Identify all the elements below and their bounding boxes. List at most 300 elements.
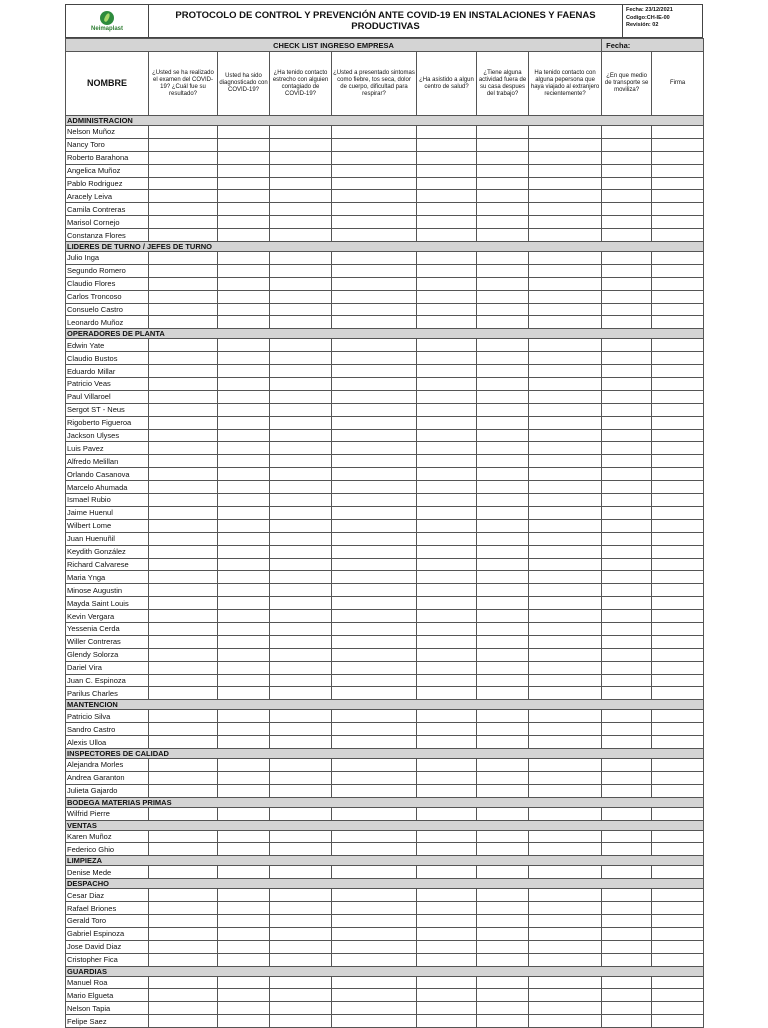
answer-cell[interactable] (270, 976, 332, 989)
answer-cell[interactable] (477, 597, 529, 610)
answer-cell[interactable] (602, 138, 652, 151)
answer-cell[interactable] (602, 481, 652, 494)
answer-cell[interactable] (332, 953, 417, 966)
answer-cell[interactable] (417, 506, 477, 519)
answer-cell[interactable] (477, 622, 529, 635)
answer-cell[interactable] (332, 902, 417, 915)
answer-cell[interactable] (417, 914, 477, 927)
signature-cell[interactable] (652, 953, 704, 966)
answer-cell[interactable] (417, 339, 477, 352)
answer-cell[interactable] (529, 784, 602, 797)
signature-cell[interactable] (652, 378, 704, 391)
answer-cell[interactable] (529, 758, 602, 771)
answer-cell[interactable] (332, 468, 417, 481)
answer-cell[interactable] (332, 807, 417, 820)
answer-cell[interactable] (332, 545, 417, 558)
answer-cell[interactable] (529, 584, 602, 597)
answer-cell[interactable] (270, 190, 332, 203)
answer-cell[interactable] (332, 126, 417, 139)
signature-cell[interactable] (652, 506, 704, 519)
signature-cell[interactable] (652, 494, 704, 507)
answer-cell[interactable] (602, 164, 652, 177)
answer-cell[interactable] (417, 481, 477, 494)
answer-cell[interactable] (270, 365, 332, 378)
answer-cell[interactable] (602, 927, 652, 940)
answer-cell[interactable] (332, 830, 417, 843)
answer-cell[interactable] (270, 316, 332, 329)
answer-cell[interactable] (477, 830, 529, 843)
answer-cell[interactable] (477, 807, 529, 820)
answer-cell[interactable] (149, 976, 218, 989)
answer-cell[interactable] (477, 352, 529, 365)
answer-cell[interactable] (332, 674, 417, 687)
answer-cell[interactable] (270, 429, 332, 442)
answer-cell[interactable] (332, 390, 417, 403)
answer-cell[interactable] (477, 519, 529, 532)
answer-cell[interactable] (218, 203, 270, 216)
answer-cell[interactable] (218, 758, 270, 771)
signature-cell[interactable] (652, 648, 704, 661)
answer-cell[interactable] (218, 610, 270, 623)
answer-cell[interactable] (270, 532, 332, 545)
answer-cell[interactable] (218, 771, 270, 784)
answer-cell[interactable] (529, 365, 602, 378)
answer-cell[interactable] (270, 723, 332, 736)
answer-cell[interactable] (529, 468, 602, 481)
answer-cell[interactable] (529, 390, 602, 403)
answer-cell[interactable] (332, 989, 417, 1002)
answer-cell[interactable] (218, 190, 270, 203)
answer-cell[interactable] (270, 597, 332, 610)
answer-cell[interactable] (270, 378, 332, 391)
answer-cell[interactable] (218, 584, 270, 597)
answer-cell[interactable] (218, 303, 270, 316)
answer-cell[interactable] (218, 648, 270, 661)
answer-cell[interactable] (218, 264, 270, 277)
answer-cell[interactable] (417, 203, 477, 216)
answer-cell[interactable] (270, 571, 332, 584)
signature-cell[interactable] (652, 571, 704, 584)
answer-cell[interactable] (529, 277, 602, 290)
answer-cell[interactable] (529, 190, 602, 203)
answer-cell[interactable] (270, 455, 332, 468)
answer-cell[interactable] (477, 442, 529, 455)
answer-cell[interactable] (218, 455, 270, 468)
answer-cell[interactable] (149, 151, 218, 164)
answer-cell[interactable] (529, 976, 602, 989)
answer-cell[interactable] (417, 545, 477, 558)
answer-cell[interactable] (477, 687, 529, 700)
answer-cell[interactable] (149, 953, 218, 966)
answer-cell[interactable] (149, 784, 218, 797)
answer-cell[interactable] (218, 622, 270, 635)
answer-cell[interactable] (529, 571, 602, 584)
answer-cell[interactable] (417, 468, 477, 481)
answer-cell[interactable] (332, 889, 417, 902)
answer-cell[interactable] (332, 610, 417, 623)
answer-cell[interactable] (417, 866, 477, 879)
answer-cell[interactable] (149, 316, 218, 329)
signature-cell[interactable] (652, 784, 704, 797)
answer-cell[interactable] (149, 290, 218, 303)
answer-cell[interactable] (149, 989, 218, 1002)
answer-cell[interactable] (332, 635, 417, 648)
signature-cell[interactable] (652, 635, 704, 648)
answer-cell[interactable] (417, 303, 477, 316)
answer-cell[interactable] (270, 927, 332, 940)
answer-cell[interactable] (218, 976, 270, 989)
answer-cell[interactable] (332, 843, 417, 856)
answer-cell[interactable] (218, 316, 270, 329)
answer-cell[interactable] (529, 771, 602, 784)
answer-cell[interactable] (149, 558, 218, 571)
answer-cell[interactable] (529, 902, 602, 915)
answer-cell[interactable] (602, 277, 652, 290)
answer-cell[interactable] (149, 866, 218, 879)
answer-cell[interactable] (149, 429, 218, 442)
answer-cell[interactable] (149, 252, 218, 265)
answer-cell[interactable] (218, 177, 270, 190)
answer-cell[interactable] (477, 723, 529, 736)
signature-cell[interactable] (652, 940, 704, 953)
answer-cell[interactable] (529, 807, 602, 820)
answer-cell[interactable] (602, 290, 652, 303)
answer-cell[interactable] (218, 290, 270, 303)
answer-cell[interactable] (332, 203, 417, 216)
answer-cell[interactable] (149, 519, 218, 532)
answer-cell[interactable] (529, 532, 602, 545)
answer-cell[interactable] (332, 378, 417, 391)
answer-cell[interactable] (149, 571, 218, 584)
signature-cell[interactable] (652, 365, 704, 378)
answer-cell[interactable] (218, 216, 270, 229)
answer-cell[interactable] (332, 164, 417, 177)
signature-cell[interactable] (652, 914, 704, 927)
answer-cell[interactable] (529, 989, 602, 1002)
answer-cell[interactable] (218, 416, 270, 429)
answer-cell[interactable] (529, 889, 602, 902)
answer-cell[interactable] (602, 252, 652, 265)
answer-cell[interactable] (602, 429, 652, 442)
answer-cell[interactable] (218, 126, 270, 139)
answer-cell[interactable] (602, 519, 652, 532)
answer-cell[interactable] (149, 126, 218, 139)
answer-cell[interactable] (270, 290, 332, 303)
answer-cell[interactable] (602, 830, 652, 843)
answer-cell[interactable] (417, 190, 477, 203)
answer-cell[interactable] (417, 252, 477, 265)
answer-cell[interactable] (270, 622, 332, 635)
answer-cell[interactable] (417, 889, 477, 902)
answer-cell[interactable] (417, 736, 477, 749)
answer-cell[interactable] (270, 216, 332, 229)
answer-cell[interactable] (332, 784, 417, 797)
answer-cell[interactable] (332, 1015, 417, 1028)
answer-cell[interactable] (149, 610, 218, 623)
signature-cell[interactable] (652, 843, 704, 856)
answer-cell[interactable] (602, 610, 652, 623)
answer-cell[interactable] (332, 927, 417, 940)
answer-cell[interactable] (270, 403, 332, 416)
answer-cell[interactable] (218, 468, 270, 481)
signature-cell[interactable] (652, 403, 704, 416)
signature-cell[interactable] (652, 736, 704, 749)
answer-cell[interactable] (602, 758, 652, 771)
answer-cell[interactable] (270, 989, 332, 1002)
answer-cell[interactable] (477, 403, 529, 416)
answer-cell[interactable] (602, 771, 652, 784)
answer-cell[interactable] (218, 674, 270, 687)
signature-cell[interactable] (652, 927, 704, 940)
signature-cell[interactable] (652, 203, 704, 216)
answer-cell[interactable] (602, 597, 652, 610)
answer-cell[interactable] (332, 571, 417, 584)
answer-cell[interactable] (477, 190, 529, 203)
answer-cell[interactable] (477, 648, 529, 661)
answer-cell[interactable] (270, 866, 332, 879)
answer-cell[interactable] (332, 506, 417, 519)
answer-cell[interactable] (477, 164, 529, 177)
signature-cell[interactable] (652, 468, 704, 481)
answer-cell[interactable] (477, 506, 529, 519)
answer-cell[interactable] (417, 584, 477, 597)
answer-cell[interactable] (149, 190, 218, 203)
answer-cell[interactable] (477, 365, 529, 378)
answer-cell[interactable] (218, 661, 270, 674)
answer-cell[interactable] (149, 138, 218, 151)
signature-cell[interactable] (652, 264, 704, 277)
answer-cell[interactable] (417, 940, 477, 953)
answer-cell[interactable] (477, 303, 529, 316)
answer-cell[interactable] (332, 481, 417, 494)
answer-cell[interactable] (602, 442, 652, 455)
answer-cell[interactable] (270, 902, 332, 915)
answer-cell[interactable] (529, 830, 602, 843)
answer-cell[interactable] (149, 584, 218, 597)
answer-cell[interactable] (529, 661, 602, 674)
answer-cell[interactable] (218, 710, 270, 723)
answer-cell[interactable] (270, 687, 332, 700)
answer-cell[interactable] (270, 151, 332, 164)
answer-cell[interactable] (332, 290, 417, 303)
answer-cell[interactable] (270, 442, 332, 455)
answer-cell[interactable] (149, 506, 218, 519)
signature-cell[interactable] (652, 229, 704, 242)
answer-cell[interactable] (477, 177, 529, 190)
answer-cell[interactable] (218, 989, 270, 1002)
answer-cell[interactable] (477, 390, 529, 403)
answer-cell[interactable] (529, 303, 602, 316)
answer-cell[interactable] (602, 1002, 652, 1015)
answer-cell[interactable] (529, 940, 602, 953)
answer-cell[interactable] (417, 1015, 477, 1028)
answer-cell[interactable] (270, 506, 332, 519)
answer-cell[interactable] (332, 403, 417, 416)
answer-cell[interactable] (529, 635, 602, 648)
answer-cell[interactable] (602, 571, 652, 584)
answer-cell[interactable] (332, 976, 417, 989)
answer-cell[interactable] (218, 138, 270, 151)
answer-cell[interactable] (529, 229, 602, 242)
answer-cell[interactable] (270, 352, 332, 365)
answer-cell[interactable] (218, 277, 270, 290)
answer-cell[interactable] (529, 216, 602, 229)
answer-cell[interactable] (529, 352, 602, 365)
signature-cell[interactable] (652, 190, 704, 203)
answer-cell[interactable] (149, 216, 218, 229)
answer-cell[interactable] (149, 229, 218, 242)
answer-cell[interactable] (332, 710, 417, 723)
answer-cell[interactable] (270, 661, 332, 674)
signature-cell[interactable] (652, 830, 704, 843)
answer-cell[interactable] (602, 203, 652, 216)
answer-cell[interactable] (417, 597, 477, 610)
answer-cell[interactable] (602, 126, 652, 139)
answer-cell[interactable] (529, 442, 602, 455)
answer-cell[interactable] (602, 807, 652, 820)
answer-cell[interactable] (602, 843, 652, 856)
answer-cell[interactable] (529, 151, 602, 164)
answer-cell[interactable] (602, 177, 652, 190)
answer-cell[interactable] (332, 216, 417, 229)
signature-cell[interactable] (652, 989, 704, 1002)
answer-cell[interactable] (477, 532, 529, 545)
signature-cell[interactable] (652, 710, 704, 723)
answer-cell[interactable] (149, 687, 218, 700)
answer-cell[interactable] (477, 571, 529, 584)
answer-cell[interactable] (529, 164, 602, 177)
answer-cell[interactable] (477, 216, 529, 229)
signature-cell[interactable] (652, 545, 704, 558)
answer-cell[interactable] (218, 365, 270, 378)
answer-cell[interactable] (149, 481, 218, 494)
answer-cell[interactable] (149, 468, 218, 481)
answer-cell[interactable] (149, 758, 218, 771)
answer-cell[interactable] (417, 571, 477, 584)
answer-cell[interactable] (218, 1002, 270, 1015)
answer-cell[interactable] (270, 203, 332, 216)
answer-cell[interactable] (270, 277, 332, 290)
answer-cell[interactable] (529, 622, 602, 635)
answer-cell[interactable] (149, 830, 218, 843)
answer-cell[interactable] (529, 648, 602, 661)
answer-cell[interactable] (477, 252, 529, 265)
answer-cell[interactable] (477, 203, 529, 216)
answer-cell[interactable] (477, 927, 529, 940)
answer-cell[interactable] (218, 940, 270, 953)
signature-cell[interactable] (652, 151, 704, 164)
answer-cell[interactable] (602, 635, 652, 648)
answer-cell[interactable] (270, 648, 332, 661)
answer-cell[interactable] (149, 365, 218, 378)
signature-cell[interactable] (652, 687, 704, 700)
answer-cell[interactable] (417, 807, 477, 820)
answer-cell[interactable] (477, 264, 529, 277)
signature-cell[interactable] (652, 339, 704, 352)
answer-cell[interactable] (332, 429, 417, 442)
answer-cell[interactable] (332, 339, 417, 352)
signature-cell[interactable] (652, 610, 704, 623)
answer-cell[interactable] (529, 126, 602, 139)
answer-cell[interactable] (218, 352, 270, 365)
answer-cell[interactable] (218, 953, 270, 966)
answer-cell[interactable] (218, 597, 270, 610)
signature-cell[interactable] (652, 532, 704, 545)
answer-cell[interactable] (218, 736, 270, 749)
answer-cell[interactable] (602, 558, 652, 571)
answer-cell[interactable] (332, 455, 417, 468)
answer-cell[interactable] (602, 687, 652, 700)
answer-cell[interactable] (149, 264, 218, 277)
answer-cell[interactable] (149, 303, 218, 316)
answer-cell[interactable] (270, 807, 332, 820)
answer-cell[interactable] (477, 494, 529, 507)
answer-cell[interactable] (602, 889, 652, 902)
answer-cell[interactable] (332, 584, 417, 597)
answer-cell[interactable] (529, 866, 602, 879)
answer-cell[interactable] (270, 736, 332, 749)
answer-cell[interactable] (218, 506, 270, 519)
answer-cell[interactable] (602, 784, 652, 797)
answer-cell[interactable] (417, 352, 477, 365)
signature-cell[interactable] (652, 558, 704, 571)
answer-cell[interactable] (149, 378, 218, 391)
answer-cell[interactable] (149, 390, 218, 403)
answer-cell[interactable] (270, 481, 332, 494)
answer-cell[interactable] (529, 252, 602, 265)
answer-cell[interactable] (529, 558, 602, 571)
signature-cell[interactable] (652, 303, 704, 316)
answer-cell[interactable] (417, 610, 477, 623)
answer-cell[interactable] (477, 481, 529, 494)
answer-cell[interactable] (149, 771, 218, 784)
answer-cell[interactable] (417, 138, 477, 151)
answer-cell[interactable] (270, 468, 332, 481)
answer-cell[interactable] (270, 843, 332, 856)
answer-cell[interactable] (332, 723, 417, 736)
answer-cell[interactable] (602, 866, 652, 879)
answer-cell[interactable] (218, 442, 270, 455)
answer-cell[interactable] (149, 635, 218, 648)
answer-cell[interactable] (417, 416, 477, 429)
answer-cell[interactable] (417, 635, 477, 648)
answer-cell[interactable] (332, 442, 417, 455)
answer-cell[interactable] (602, 151, 652, 164)
answer-cell[interactable] (529, 290, 602, 303)
answer-cell[interactable] (529, 519, 602, 532)
answer-cell[interactable] (477, 940, 529, 953)
answer-cell[interactable] (602, 674, 652, 687)
answer-cell[interactable] (529, 914, 602, 927)
answer-cell[interactable] (218, 429, 270, 442)
answer-cell[interactable] (149, 203, 218, 216)
answer-cell[interactable] (218, 378, 270, 391)
answer-cell[interactable] (332, 151, 417, 164)
answer-cell[interactable] (602, 661, 652, 674)
signature-cell[interactable] (652, 1015, 704, 1028)
answer-cell[interactable] (270, 914, 332, 927)
answer-cell[interactable] (417, 622, 477, 635)
answer-cell[interactable] (149, 940, 218, 953)
signature-cell[interactable] (652, 723, 704, 736)
answer-cell[interactable] (149, 807, 218, 820)
answer-cell[interactable] (417, 771, 477, 784)
answer-cell[interactable] (332, 352, 417, 365)
answer-cell[interactable] (417, 902, 477, 915)
answer-cell[interactable] (477, 138, 529, 151)
answer-cell[interactable] (270, 1015, 332, 1028)
answer-cell[interactable] (218, 687, 270, 700)
